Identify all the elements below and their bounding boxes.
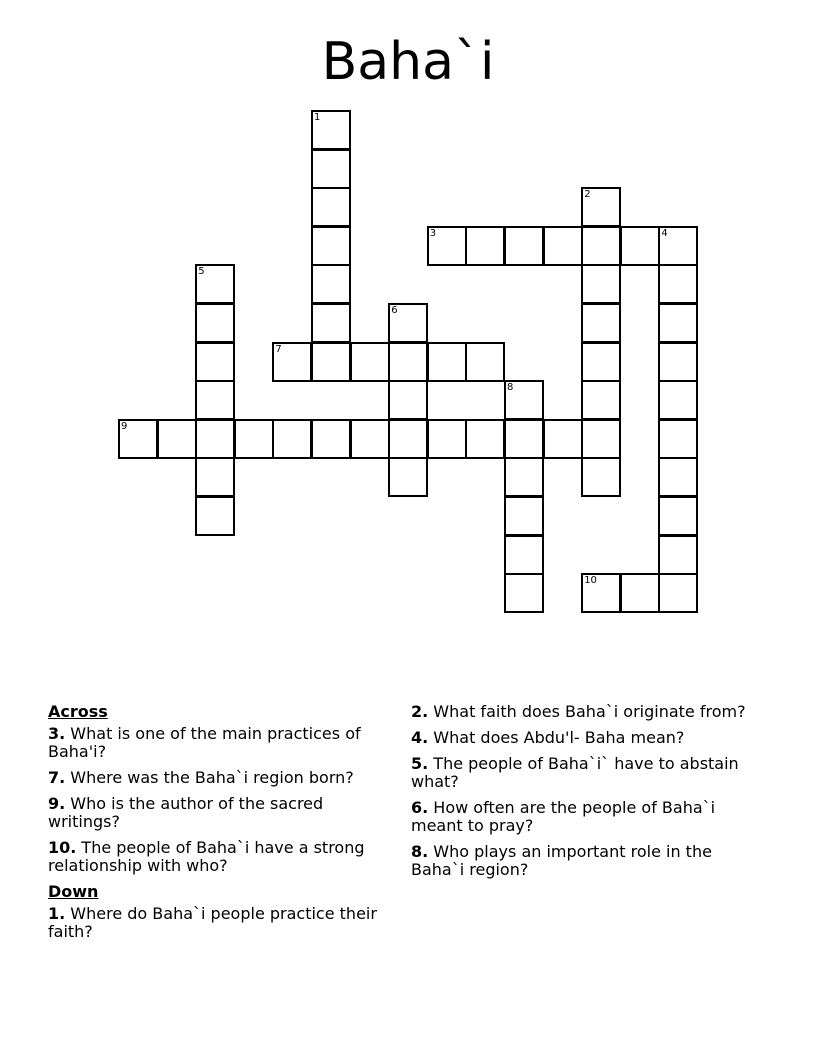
grid-cell[interactable] [504,226,544,266]
grid-cell[interactable] [504,573,544,613]
clue-number: 10 [584,575,597,587]
clue-number-label: 1. [48,904,66,923]
grid-cell[interactable] [427,342,467,382]
clue-number-label: 4. [411,728,429,747]
grid-cell[interactable] [311,264,351,304]
clue-text: What is one of the main practices of Baha'i? [48,724,361,761]
clue-text: Where was the Baha`i region born? [65,768,354,787]
clue-number: 8 [507,382,514,394]
grid-cell[interactable] [157,419,197,459]
clue-number-label: 5. [411,754,429,773]
grid-cell[interactable] [195,419,235,459]
clue-text: Where do Baha`i people practice their faith? [48,904,377,941]
grid-cell[interactable] [658,380,698,420]
grid-cell[interactable] [658,226,698,266]
grid-cell[interactable] [388,380,428,420]
clue-number: 2 [584,189,591,201]
grid-cell[interactable] [195,264,235,304]
clue-item [48,725,388,761]
grid-cell[interactable] [311,303,351,343]
clue-number-label: 10. [48,838,77,857]
grid-cell[interactable] [620,226,660,266]
clue-number-label: 7. [48,768,66,787]
grid-cell[interactable] [581,264,621,304]
grid-cell[interactable] [658,419,698,459]
grid-cell[interactable] [504,419,544,459]
grid-cell[interactable] [311,342,351,382]
clue-item [48,839,388,875]
grid-cell[interactable] [388,457,428,497]
grid-cell[interactable] [581,380,621,420]
clue-number: 6 [391,305,398,316]
grid-cell[interactable] [311,149,351,189]
clue-text: The people of Baha`i have a strong relationship with who? [48,838,365,875]
grid-cell[interactable] [581,342,621,382]
page-title: Baha`i [321,32,495,92]
clue-text: Who plays an important role in the Baha`i region? [411,842,712,879]
clues-left-column [48,703,388,949]
down-heading: Down [48,882,99,901]
clue-item [411,843,756,879]
grid-cell[interactable] [658,457,698,497]
grid-cell[interactable] [658,496,698,536]
grid-cell[interactable] [658,264,698,304]
grid-cell[interactable] [581,226,621,266]
grid-cell[interactable] [504,496,544,536]
grid-cell[interactable] [350,419,390,459]
clue-text: The people of Baha`i` have to abstain what? [411,754,739,791]
grid-cell[interactable] [658,303,698,343]
grid-cell[interactable] [620,573,660,613]
clue-item [411,799,756,835]
clue-number: 7 [275,343,282,355]
grid-cell[interactable] [311,226,351,266]
grid-cell[interactable] [427,226,467,266]
clue-text: Who is the author of the sacred writings? [48,794,324,831]
clue-number: 1 [314,112,321,123]
clue-number-label: 6. [411,798,429,817]
grid-cell[interactable] [504,535,544,575]
across-heading: Across [48,702,108,721]
grid-cell[interactable] [504,457,544,497]
grid-cell[interactable] [427,419,467,459]
grid-cell[interactable] [465,419,505,459]
clue-item [411,729,756,747]
grid-cell[interactable] [195,457,235,497]
grid-cell[interactable] [272,342,312,382]
grid-cell[interactable] [465,226,505,266]
grid-cell[interactable] [195,380,235,420]
clue-item [48,769,388,787]
clue-number: 9 [121,420,128,432]
grid-cell[interactable] [311,110,351,150]
clue-number-label: 8. [411,842,429,861]
clue-text: How often are the people of Baha`i meant to pray? [411,798,716,835]
grid-cell[interactable] [350,342,390,382]
clue-item [411,703,756,721]
grid-cell[interactable] [465,342,505,382]
across-clue-list [48,725,388,875]
clue-item [48,905,388,941]
grid-cell[interactable] [543,419,583,459]
grid-cell[interactable] [504,380,544,420]
grid-cell[interactable] [388,342,428,382]
clue-number-label: 3. [48,724,66,743]
grid-cell[interactable] [118,419,158,459]
grid-cell[interactable] [581,187,621,227]
grid-cell[interactable] [195,496,235,536]
grid-cell[interactable] [388,419,428,459]
clue-number-label: 9. [48,794,66,813]
grid-cell[interactable] [311,419,351,459]
clue-text: What does Abdu'l- Baha mean? [428,728,685,747]
clue-number: 3 [429,227,437,239]
grid-cell[interactable] [658,573,698,613]
clue-text: What faith does Baha`i originate from? [428,702,746,721]
grid-cell[interactable] [195,303,235,343]
grid-cell[interactable] [272,419,312,459]
down-clue-list-right [411,703,756,879]
clue-number: 5 [198,266,205,278]
grid-cell[interactable] [581,303,621,343]
grid-cell[interactable] [658,535,698,575]
down-clue-list-left [48,905,388,941]
grid-cell[interactable] [543,226,583,266]
grid-cell[interactable] [195,342,235,382]
clues-right-column [411,703,756,887]
grid-cell[interactable] [581,457,621,497]
clue-number: 4 [661,227,668,239]
grid-cell[interactable] [581,419,621,459]
grid-cell[interactable] [658,342,698,382]
clue-number-label: 2. [411,702,429,721]
grid-cell[interactable] [581,573,621,613]
clue-item [48,795,388,831]
grid-cell[interactable] [311,187,351,227]
grid-cell[interactable] [388,303,428,343]
grid-cell[interactable] [234,419,274,459]
clue-item [411,755,756,791]
